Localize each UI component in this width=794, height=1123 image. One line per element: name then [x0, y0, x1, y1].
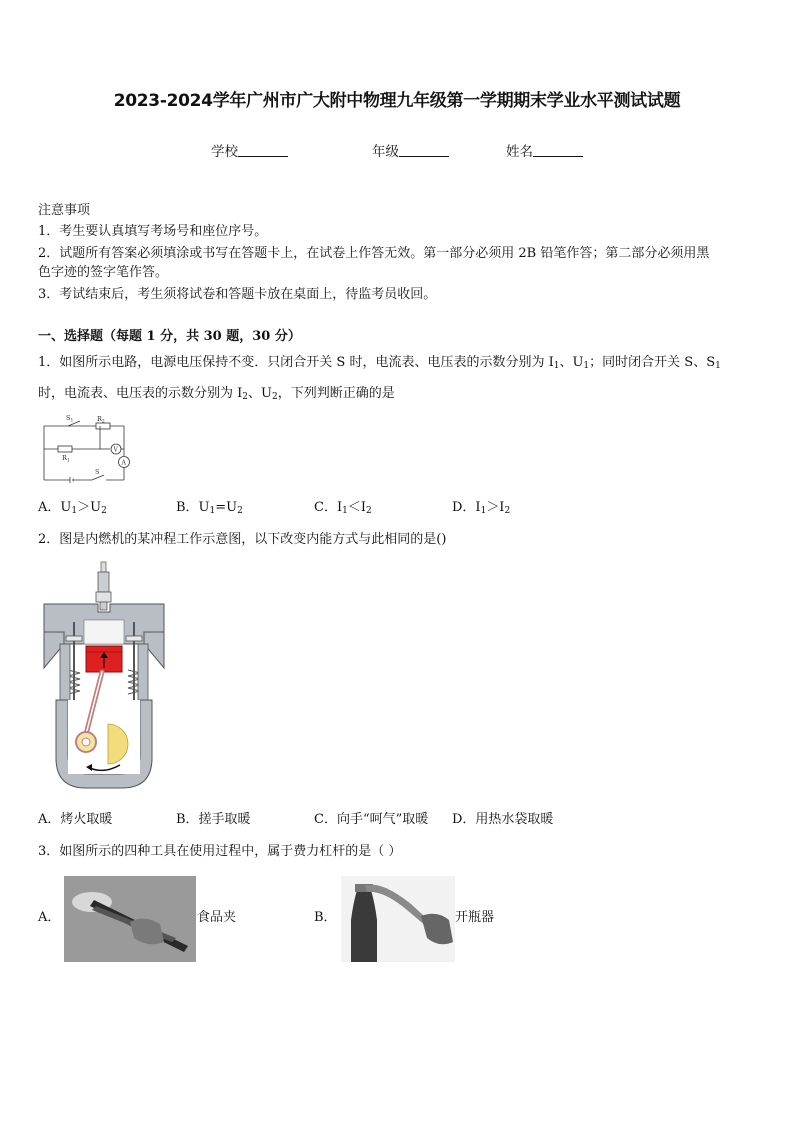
- name-field[interactable]: [506, 140, 583, 160]
- ammeter-label: A: [121, 459, 126, 467]
- r1-label: $R_1$: [62, 454, 70, 464]
- q3-option-a-text: 食品夹: [197, 910, 237, 925]
- q3-option-a-label[interactable]: A．: [38, 910, 61, 925]
- school-underline: [238, 143, 288, 157]
- note-item: 2．试题所有答案必须填涂或书写在答题卡上，在试卷上作答无效。第一部分必须用 2B 铅笔作答；第二部分必须用黑: [38, 246, 710, 261]
- food-tongs-photo: [64, 876, 196, 962]
- voltmeter-label: V: [113, 446, 118, 454]
- q2-stem: 2．图是内燃机的某冲程工作示意图，以下改变内能方式与此相同的是(): [38, 532, 447, 547]
- engine-diagram: [40, 560, 170, 792]
- school-field[interactable]: [211, 140, 288, 160]
- q2-option-c[interactable]: C．向手“呵气”取暖: [314, 812, 429, 827]
- section-heading: 一、选择题（每题 1 分，共 30 题，30 分）: [38, 329, 301, 344]
- school-label: 学校: [211, 144, 238, 160]
- s1-label: $S_1$: [66, 414, 74, 424]
- q1-option-c[interactable]: C．$I_1<I_2$: [314, 500, 372, 516]
- grade-label: 年级: [372, 144, 399, 160]
- s-label: S: [95, 468, 100, 476]
- note-item: 色字迹的签字笔作答。: [38, 265, 169, 280]
- bottle-opener-photo: [341, 876, 455, 962]
- q1-option-d[interactable]: D．$I_1>I_2$: [452, 500, 511, 516]
- q1-option-b[interactable]: B．$U_1=U_2$: [176, 500, 243, 516]
- page-title: 2023-2024学年广州市广大附中物理九年级第一学期期末学业水平测试试题: [113, 91, 681, 111]
- note-item: 3．考试结束后，考生须将试卷和答题卡放在桌面上，待监考员收回。: [38, 287, 437, 302]
- q3-option-b-text: 开瓶器: [455, 910, 495, 925]
- q3-stem: 3．如图所示的四种工具在使用过程中，属于费力杠杆的是（ ）: [38, 844, 402, 859]
- q2-option-a[interactable]: A．烤火取暖: [38, 812, 113, 827]
- q2-option-d[interactable]: D．用热水袋取暖: [452, 812, 554, 827]
- q1-stem-line2: 时，电流表、电压表的示数分别为 $I_2$、$U_2$，下列判断正确的是: [38, 386, 395, 402]
- r2-label: $R_2$: [97, 415, 105, 425]
- q1-option-a[interactable]: A．$U_1>U_2$: [38, 500, 107, 516]
- q1-stem-line1: 1．如图所示电路，电源电压保持不变．只闭合开关 S 时，电流表、电压表的示数分别为 $I_1$、$U_1$；同时闭合开关 S、$S_1$: [38, 355, 721, 371]
- notes-heading: 注意事项: [38, 203, 91, 218]
- grade-field[interactable]: [372, 140, 449, 160]
- q2-option-b[interactable]: B．搓手取暖: [176, 812, 251, 827]
- name-underline: [533, 143, 583, 157]
- q3-option-b-label[interactable]: B．: [314, 910, 337, 925]
- name-label: 姓名: [506, 144, 533, 160]
- circuit-diagram: [40, 412, 132, 484]
- grade-underline: [399, 143, 449, 157]
- note-item: 1．考生要认真填写考场号和座位序号。: [38, 224, 268, 239]
